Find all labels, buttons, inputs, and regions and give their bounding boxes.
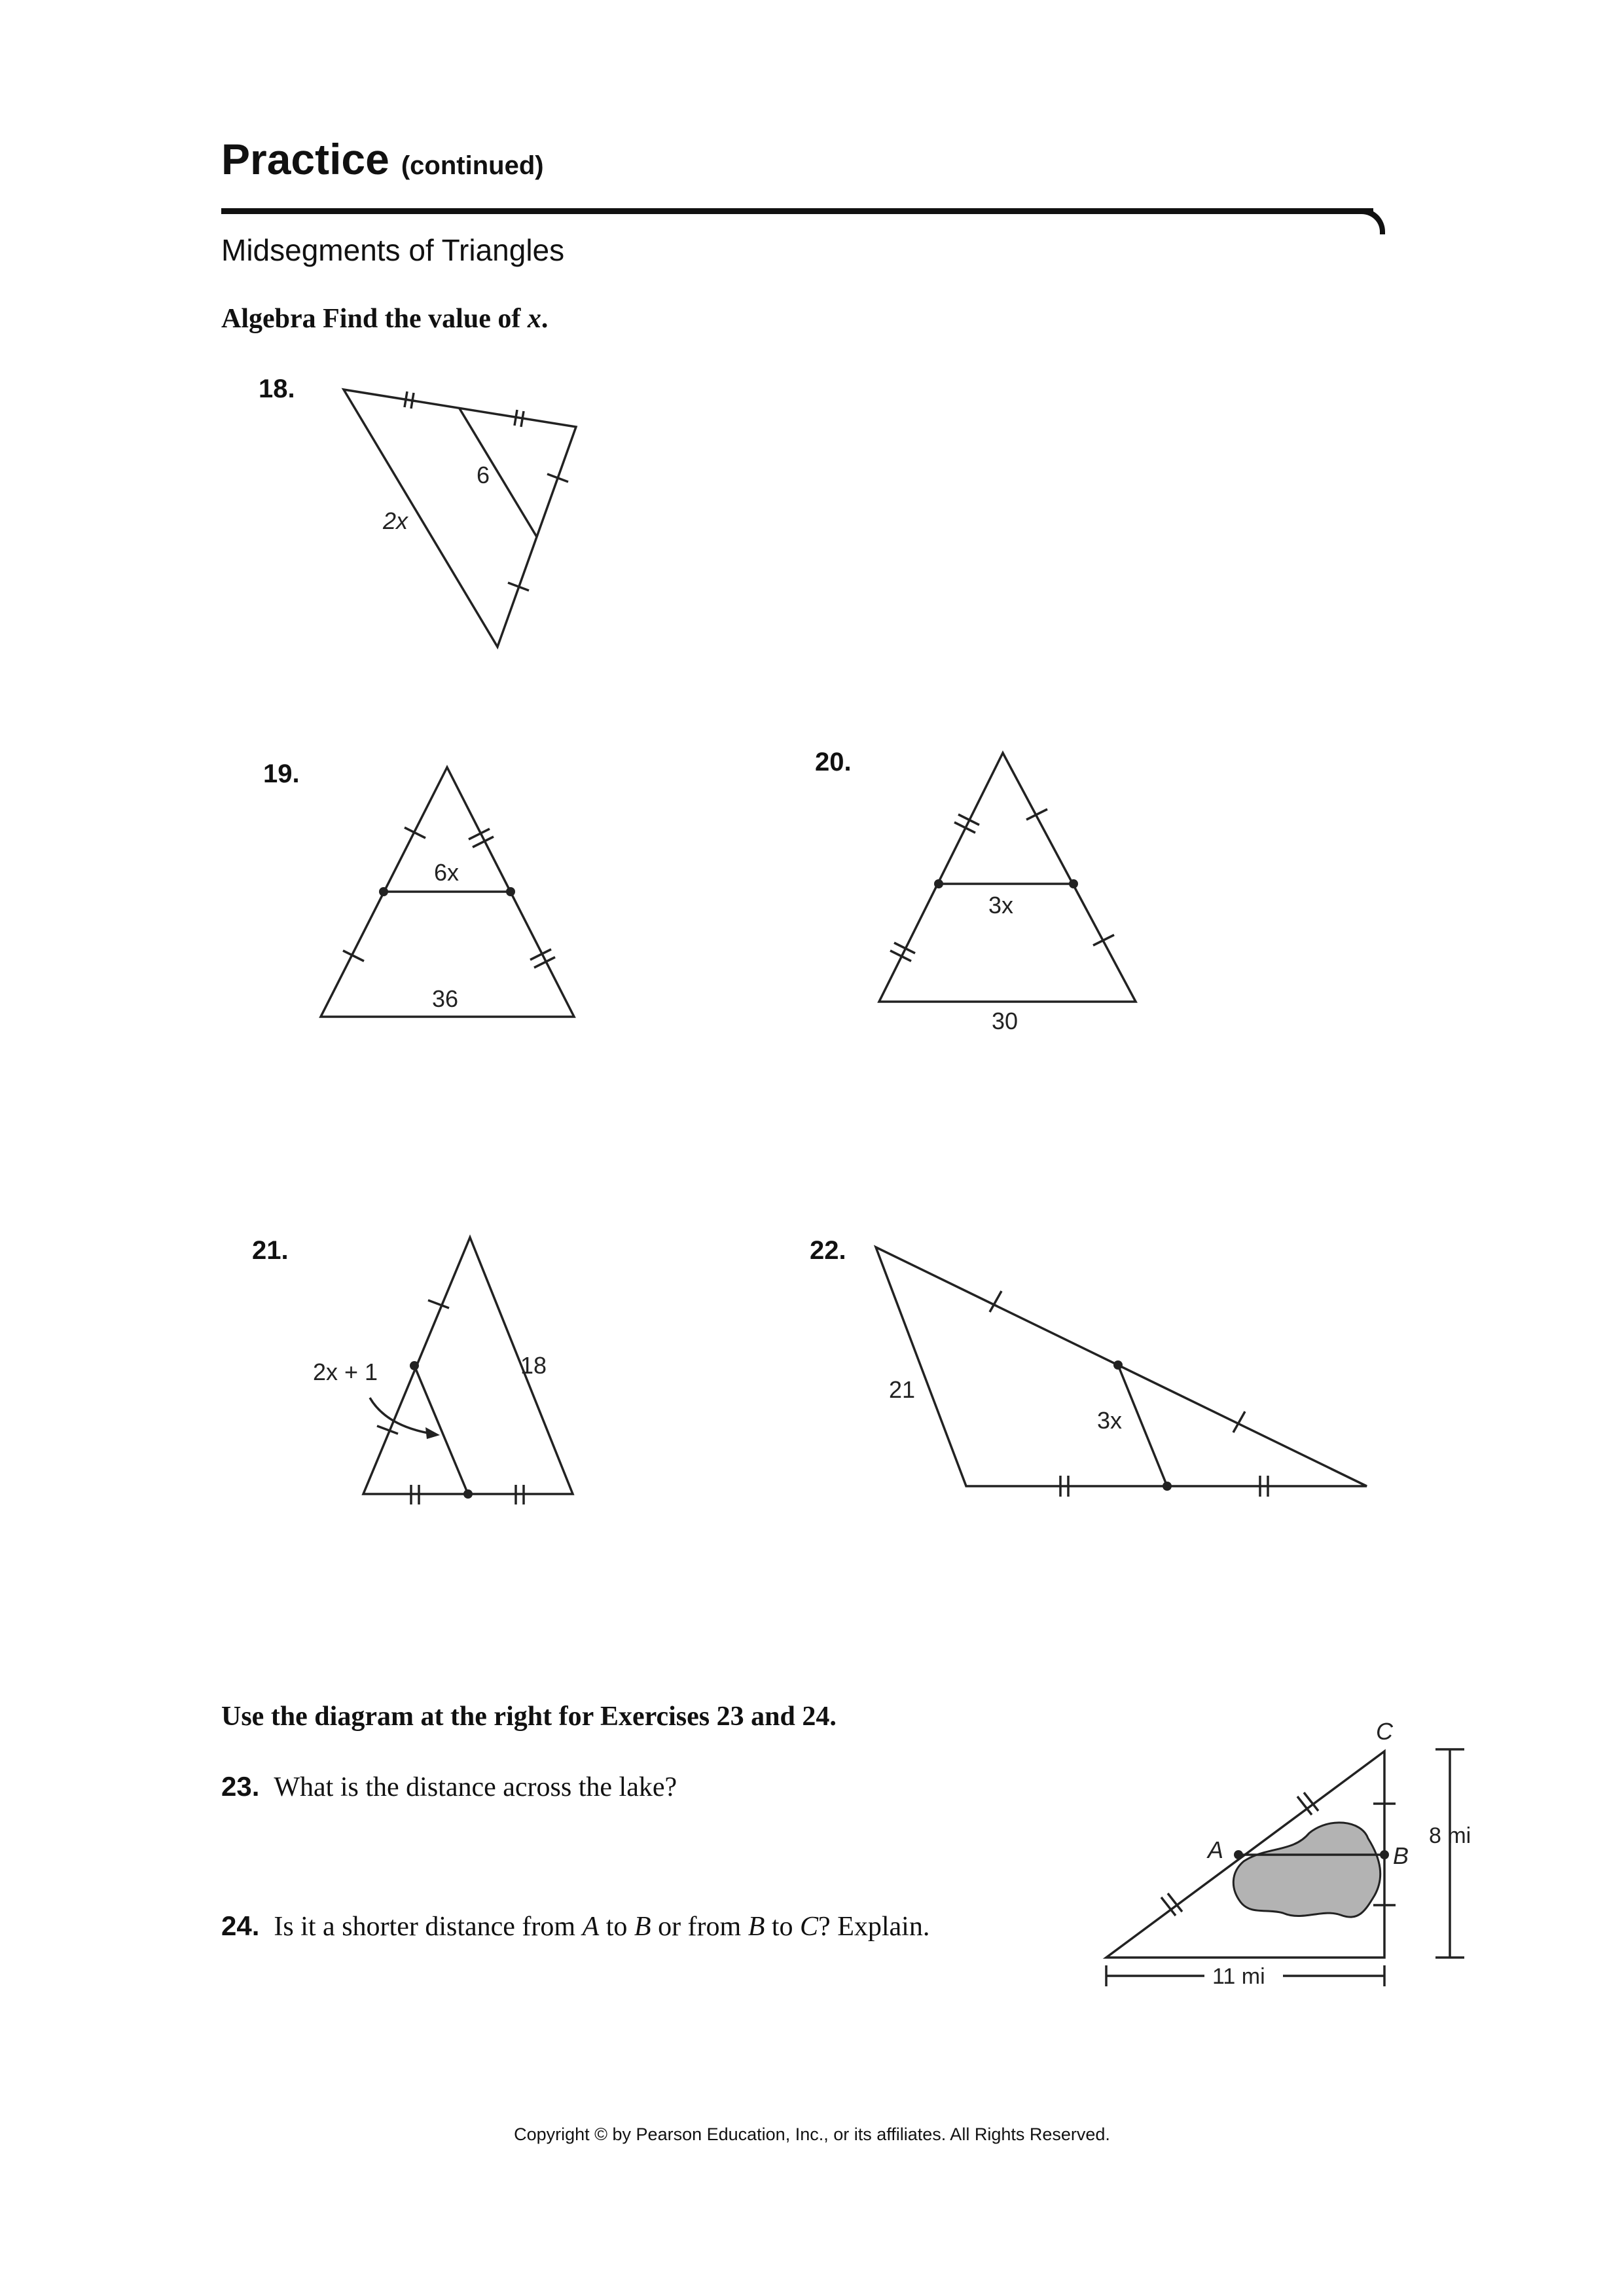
triangle-21-midsegment-label: 2x + 1: [313, 1358, 378, 1385]
lake-shape: [1233, 1823, 1380, 1917]
problem-21-number: 21.: [252, 1236, 289, 1265]
q24-part: B: [634, 1912, 651, 1942]
q24-part: Is it a shorter distance from: [274, 1912, 583, 1942]
title-text: Practice: [221, 135, 389, 183]
title-suffix: (continued): [401, 151, 544, 180]
triangle-19-midsegment-label: 6x: [434, 859, 460, 886]
q24-part: B: [748, 1912, 765, 1942]
question-23-text: What is the distance across the lake?: [274, 1772, 677, 1802]
base-label: 11 mi: [1212, 1964, 1265, 1989]
triangle-20-outline: [879, 753, 1136, 1002]
lake-diagram: [1106, 1718, 1471, 1989]
section2-instruction: Use the diagram at the right for Exercises 23 and 24.: [221, 1702, 837, 1732]
question-24: [221, 1910, 929, 1942]
triangle-18-side-label: 2x: [383, 507, 408, 534]
q24-part: or from: [651, 1912, 748, 1942]
triangle-18: [344, 390, 576, 647]
problem-20-number: 20.: [815, 748, 852, 776]
instruction-suffix: .: [541, 304, 549, 334]
q24-part: ? Explain.: [818, 1912, 930, 1942]
q24-part: to: [599, 1912, 634, 1942]
triangle-21: [313, 1237, 573, 1504]
point-b-label: B: [1393, 1842, 1409, 1869]
triangle-18-outline: [344, 390, 576, 647]
triangle-20: [879, 753, 1136, 1034]
triangle-21-midsegment: [414, 1366, 468, 1494]
copyright-footer: Copyright © by Pearson Education, Inc., or its affiliates. All Rights Reserved.: [514, 2124, 1110, 2144]
height-label: 8 mi: [1429, 1823, 1471, 1848]
q24-part: C: [800, 1912, 819, 1942]
triangle-21-side-label: 18: [520, 1352, 547, 1379]
instruction-prefix: Algebra Find the value of: [221, 304, 528, 334]
page-subtitle: Midsegments of Triangles: [221, 233, 565, 267]
triangle-22-midsegment-label: 3x: [1097, 1407, 1123, 1434]
instruction-variable: x: [527, 304, 541, 334]
problem-19-number: 19.: [263, 759, 300, 788]
question-23-number: 23.: [221, 1771, 260, 1802]
triangle-19-base-label: 36: [432, 985, 459, 1012]
problem-18-number: 18.: [259, 374, 295, 403]
triangle-20-base-label: 30: [992, 1008, 1019, 1034]
point-c-label: C: [1376, 1718, 1393, 1745]
q24-part: to: [765, 1912, 801, 1942]
triangle-20-midsegment-label: 3x: [988, 892, 1014, 919]
triangle-22: [876, 1247, 1367, 1497]
triangle-18-midsegment-label: 6: [477, 462, 490, 488]
triangle-18-midsegment: [460, 409, 537, 537]
question-24-number: 24.: [221, 1910, 260, 1941]
triangle-22-midsegment: [1118, 1365, 1167, 1486]
point-a-label: A: [1208, 1836, 1224, 1863]
question-23: [221, 1771, 677, 1803]
q24-part: A: [582, 1912, 600, 1942]
triangle-22-side-label: 21: [889, 1376, 916, 1403]
triangle-19: [321, 767, 574, 1017]
problem-22-number: 22.: [810, 1236, 846, 1265]
